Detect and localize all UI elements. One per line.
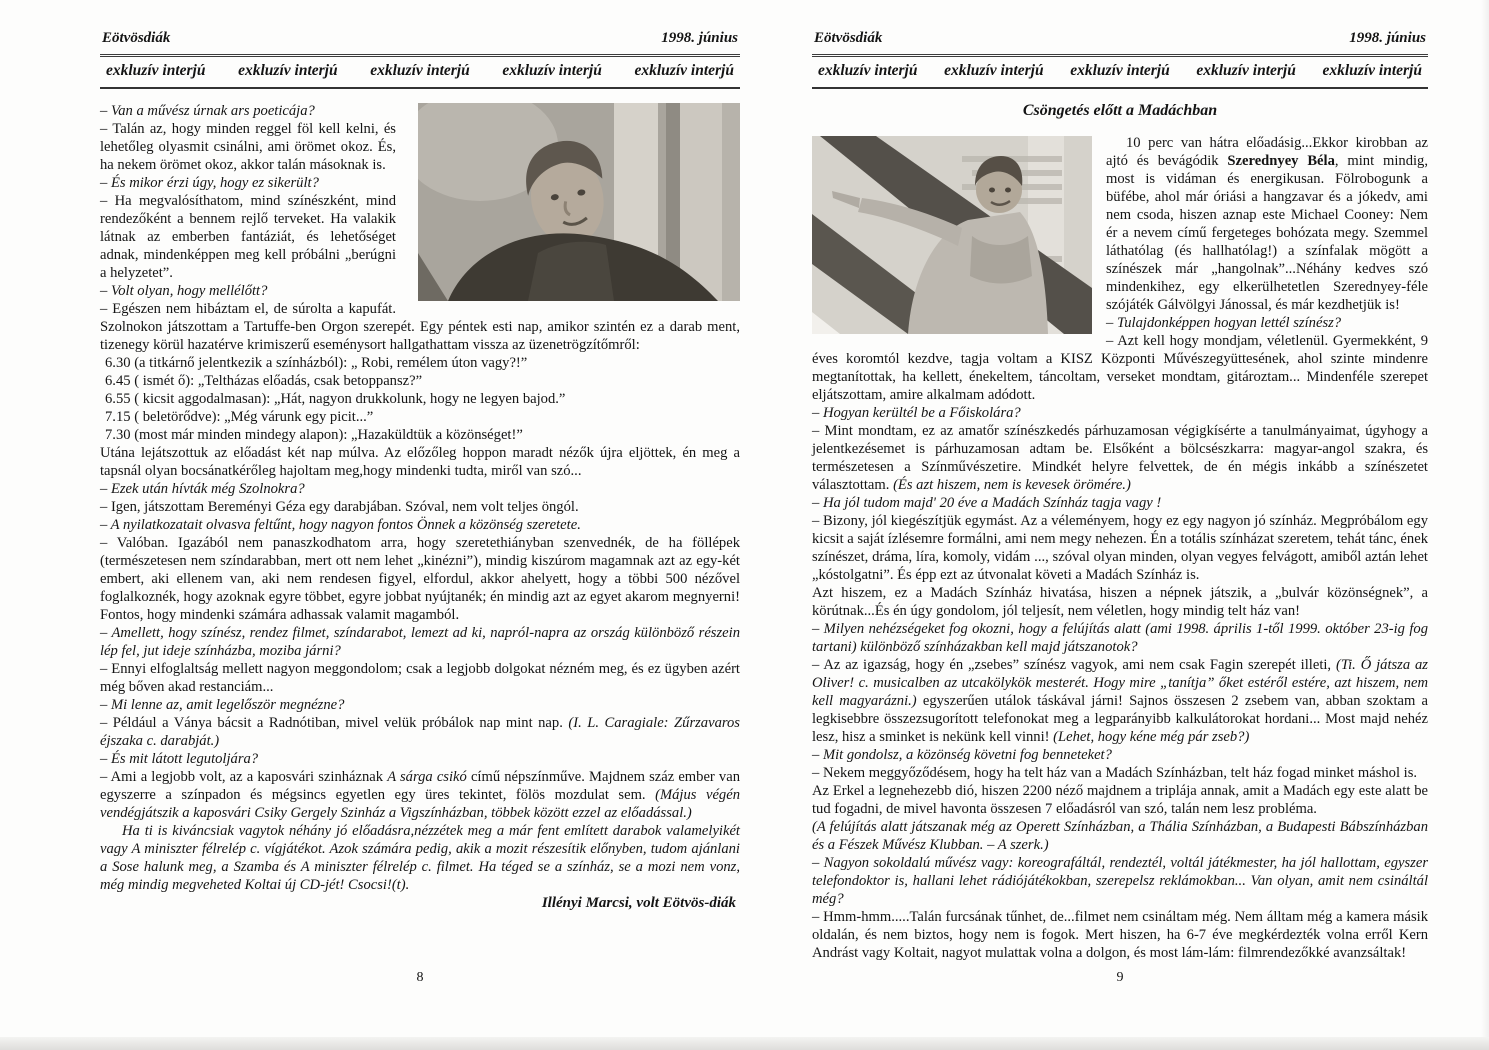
answer-phone-line: 7.15 ( beletörődve): „Még várunk egy picit...” xyxy=(105,409,374,425)
question: – És mit látott legutoljára? xyxy=(100,751,259,767)
answer: – Valóban. Igazából nem panaszkodhatom arra, hogy szeretethiányban szenvednék, de ha föllépek (természetesen nem színdarabban, mert ott nem lehet „kinézni”), mindig kiszúrom magamnak azt az egy-két embert, aki ellenem van, aki nem rendesen figyel, elfordul, akkor ahelyett, hogy a többi 500 nézővel foglalkoznék, hogy azoknak egyre többet, egyre jobbat nyújtanék; én mindig azt az egyet akarom megnyerni! Fontos, hogy mindenki számára adhassak valamit magamból. xyxy=(100,535,740,623)
answer: Azt hiszem, ez a Madách Színház hivatása, hiszen a népnek játszik, a „bulvár közönségnek”, a körútnak...És én úgy gondolom, jól teljesít, nem véletlen, hogy mindig telt ház van! xyxy=(812,585,1428,619)
band-label: exkluzív interjú xyxy=(238,62,338,79)
article-body-right xyxy=(812,102,1428,962)
answer: – Ha megvalósíthatom, mind színészként, mind rendezőként a bennem rejlő terveket. Ha valakik látnak az emberben fantáziát, és lehetőséget adnak, mindenképpen meg kell próbálni „berúgni a helyzetet”. xyxy=(100,193,396,281)
band-label: exkluzív interjú xyxy=(634,62,734,79)
answer: – Hmm-hmm.....Talán furcsának tűnhet, de...filmet nem csináltam még. Nem álltam még a kamera másik oldalán, és nem biztos, hogy nem is fogok. Mert hiszen, ha 6-7 éve megkérdezték volna erről Kern Andrást vagy Koltait, nagyot mulattak volna a dolgon, és most lám-lám: filmrendezőkké avanzsáltak! xyxy=(812,909,1428,961)
pointing-actor-photo-art xyxy=(812,136,1092,334)
intro-paragraph: 10 perc van hátra előadásig...Ekkor kirobban az ajtó és bevágódik Szerednyey Béla, mint mindig, most is vidáman és energikusan. Fölrobogunk a büfébe, ahol már óriási a hangzavar és a jókedv, ami nem csoda, hiszen aznap este Michael Cooney: Nem ér a nevem című fergeteges bohózata megy. Szemmel láthatólag (és hallhatólag!) a színfalak mögött a színészek már „hangolnak”...Néhány kedves szó mindenkihez, egy elkerülhetetlen Szerednyey-féle szójáték Gálvölgyi Jánossal, és már kezdhetjük is! xyxy=(1106,135,1429,313)
question: – Ezek után hívták még Szolnokra? xyxy=(100,481,305,497)
question: – Mi lenne az, amit legelőször megnézne? xyxy=(100,697,345,713)
section-band xyxy=(812,54,1428,89)
editor-note: (A felújítás alatt játszanak még az Operett Színházban, a Thália Színházban, a Budapesti Bábszínházban és a Fészek Művész Klubban. – A szerk.) xyxy=(812,819,1428,853)
question: – Van a művész úrnak ars poeticája? xyxy=(100,103,315,119)
answer: – Egészen nem hibáztam el, de súrolta a kapufát. Szolnokon játszottam a Tartuffe-ben Orgon szerepét. Egy péntek esti nap, amikor szintén ez a darab ment, tizenegy körül hazatérve krimiszerű eseménysort hallgathattam vissza az üzenetrögzítőmről: xyxy=(100,301,740,353)
issue-date: 1998. június xyxy=(661,30,738,46)
page-header xyxy=(100,30,740,47)
section-band xyxy=(100,54,740,89)
brand-title: Eötvösdiák xyxy=(102,30,171,46)
page-left xyxy=(100,30,740,985)
question: – Amellett, hogy színész, rendez filmet, színdarabot, lemezt ad ki, napról-napra az ország különböző részein lép fel, jut ideje színházba, moziba járni? xyxy=(100,625,740,659)
answer: – Ennyi elfoglaltság mellett nagyon meggondolom; csak a legjobb dolgokat nézném meg, és ez ügyben azért még bőven akad restanciám... xyxy=(100,661,740,695)
band-label: exkluzív interjú xyxy=(818,62,918,79)
band-label: exkluzív interjú xyxy=(106,62,206,79)
answer: Az Erkel a legnehezebb dió, hiszen 2200 néző majdnem a triplája annak, amit a Madách egy este alatt be tud fogadni, de mivel havonta összesen 7 előadásról van szó, talán nem lesz probléma. xyxy=(812,783,1428,817)
question: – A nyilatkozatait olvasva feltűnt, hogy nagyon fontos Önnek a közönség szeretete. xyxy=(100,517,581,533)
answer: – Azt kell hogy mondjam, véletlenül. Gyermekként, 9 éves koromtól kezdve, tagja voltam a KISZ Központi Művészegyüttesének, ahol szinte mindenre megtanítottak, ha kellett, énekeltem, táncoltam, verseket mondtam, gitároztam... Mindenféle szerepet eljátszottam, amire alkalmam adódott. xyxy=(812,333,1428,403)
closing-note: Ha ti is kiváncsiak vagytok néhány jó előadásra,nézzétek meg a már fent említett darabok valamelyikét vagy A miniszter félrelép c. vígjátékot. Azok számára pedig, akik a mozit részesítik előnyben, tudom ajánlani a Sose halunk meg, a Szamba és A miniszter félrelép c. filmet. Ha téged se a színház, se a mozi nem vonz, még mindig megveheted Koltai új CD-jét! Csocsi!(t). xyxy=(100,823,740,893)
band-label: exkluzív interjú xyxy=(944,62,1044,79)
question: – És mikor érzi úgy, hogy ez sikerült? xyxy=(100,175,319,191)
page-header xyxy=(812,30,1428,47)
page-right xyxy=(812,30,1429,985)
brand-title: Eötvösdiák xyxy=(814,30,883,46)
band-label: exkluzív interjú xyxy=(1070,62,1170,79)
band-label: exkluzív interjú xyxy=(1196,62,1296,79)
question: – Hogyan kerültél be a Főiskolára? xyxy=(812,405,1021,421)
answer-phone-line: 6.30 (a titkárnő jelentkezik a színházból): „ Robi, remélem úton vagy?!” xyxy=(105,355,528,371)
portrait-photo-art xyxy=(418,103,740,301)
band-label: exkluzív interjú xyxy=(370,62,470,79)
answer-phone-line: 6.55 ( kicsit aggodalmasan): „Hát, nagyon drukkolunk, hogy ne legyen bajod.” xyxy=(105,391,566,407)
question: – Volt olyan, hogy mellélőtt? xyxy=(100,283,268,299)
band-label: exkluzív interjú xyxy=(502,62,602,79)
answer: Utána lejátszottuk az előadást két nap múlva. Az előzőleg hoppon maradt nézők újra eljöttek, én meg a tapsnál olyan bocsánatkérőleg hajoltam meg,hogy mindenki tudta, miről van szó... xyxy=(100,445,740,479)
article-body-left xyxy=(100,102,740,912)
question: – Milyen nehézségeket fog okozni, hogy a felújítás alatt (ami 1998. április 1-től 1999. október 23-ig fog tartani) különböző színházakban kell majd játszanotok? xyxy=(812,621,1428,655)
answer: – Talán az, hogy minden reggel föl kell kelni, és lehetőleg olyasmit csinálni, ami örömet okoz. És, ha nekem örömet okoz, akkor talán másoknak is. xyxy=(100,121,396,173)
answer-phone-line: 6.45 ( ismét ő): „Teltházas előadás, csak betoppansz?” xyxy=(105,373,423,389)
answer: – Ami a legjobb volt, az a kaposvári szinháznak A sárga csikó című népszínműve. Majdnem száz ember van egyszerre a színpadon és mégsincs egyetlen egy üres tekintet, fölös mozdulat sem. (Május végén vendégjátszik a kaposvári Csiky Gergely Szinház a Vigszínházban, többek között ezzel az előadással.) xyxy=(100,769,740,821)
answer: – Igen, játszottam Bereményi Géza egy darabjában. Szóval, nem volt teljes öngól. xyxy=(100,499,579,515)
page-number: 9 xyxy=(1116,970,1124,985)
question: – Nagyon sokoldalú művész vagy: koreografáltál, rendeztél, voltál játékmester, ha jól hallottam, egyszer telefondoktor is, hallani lehet rádiójátékokban, szerepelsz reklámokban... Van olyan, amit nem csináltál még? xyxy=(812,855,1428,907)
band-label: exkluzív interjú xyxy=(1322,62,1422,79)
scan-edge-shadow xyxy=(0,1037,1489,1050)
pointing-actor-photo xyxy=(812,136,1092,334)
answer: – Az az igazság, hogy én „zsebes” színész vagyok, ami nem csak Fagin szerepét illeti, (Ti. Ő játsza az Oliver! c. musicalben az utcakölykök mesterét. Hogy mire „tanítja” őket estéről estére, azt hiszem, nem kell magyarázni.) egyszerűen utálok táskával járni! Sajnos összesen 2 zsebem van, abban szoktam a legkisebbre összezsugorított telefonokat meg a legparányibb kalkulátorokat hordani... Most majd nehéz lesz, hisz a sminket is nekünk kell vinni! (Lehet, hogy kéne még pár zseb?) xyxy=(812,657,1429,745)
issue-date: 1998. június xyxy=(1349,30,1426,46)
question: – Ha jól tudom majd' 20 éve a Madách Színház tagja vagy ! xyxy=(812,495,1162,511)
answer: – Például a Ványa bácsit a Radnótiban, mivel velük próbálok nap mint nap. (I. L. Caragiale: Zűrzavaros éjszaka c. darabját.) xyxy=(100,715,740,749)
article-title: Csöngetés előtt a Madáchban xyxy=(1022,102,1218,119)
answer-phone-line: 7.30 (most már minden mindegy alapon): „Hazaküldtük a közönséget!” xyxy=(105,427,523,443)
scan-edge-shadow xyxy=(1481,0,1489,1050)
page-number: 8 xyxy=(416,970,424,985)
answer: – Mint mondtam, ez az amatőr színészkedés párhuzamosan végigkísérte a tanulmányaimat, úgyhogy a jelentkezésemet is párhuzamosan adtam be. Elsőként a bölcsészkarra: magyar-angol szakra, és természetesen a Színművészetire. Mindkét helyre felvettek, de én mégis inkább a színészetet választottam. (És azt hiszem, nem is kevesek örömére.) xyxy=(812,423,1428,493)
question: – Mit gondolsz, a közönség követni fog benneteket? xyxy=(812,747,1112,763)
portrait-photo xyxy=(418,103,740,301)
author-signature: Illényi Marcsi, volt Eötvös-diák xyxy=(541,895,736,911)
answer: – Nekem meggyőződésem, hogy ha telt ház van a Madách Színházban, telt ház fogad minket máshol is. xyxy=(812,765,1418,781)
answer: – Bizony, jól kiegészítjük egymást. Az a véleményem, hogy ez egy nagyon jó színház. Megpróbálom egy kicsit a saját ízlésemre formálni, ami nem megy nehezen. Én a totális színházat szeretem, tehát tánc, ének színészet, dráma, líra, komoly, vidám ..., szóval olyan minden, olyan vegyes felvágott, amiből aztán lehet „kóstolgatni”. És épp ezt az útvonalat követi a Madách Színház is. xyxy=(812,513,1428,583)
question: – Tulajdonképpen hogyan lettél színész? xyxy=(1106,315,1342,331)
